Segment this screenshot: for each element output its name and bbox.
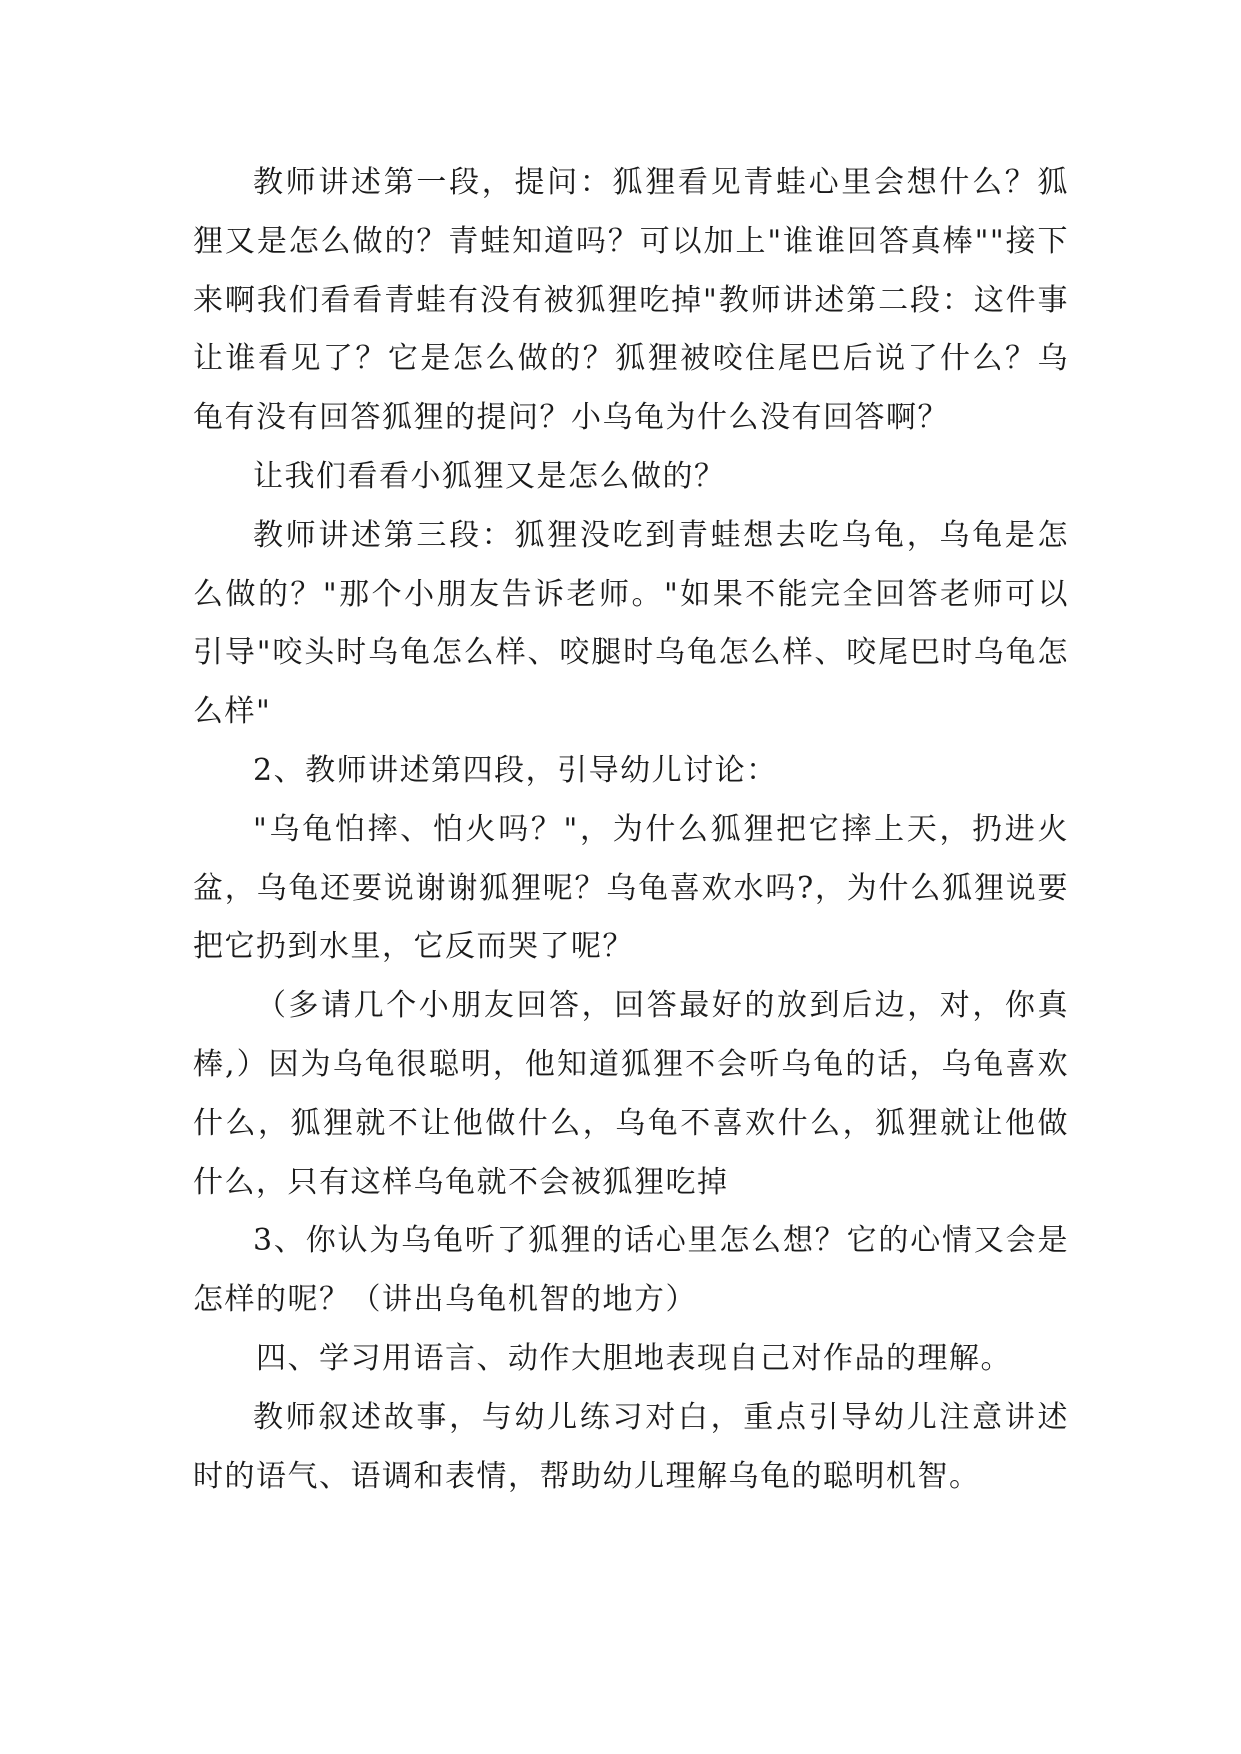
paragraph-4: 2、教师讲述第四段，引导幼儿讨论： [253, 752, 778, 788]
paragraph-8: 四、学习用语言、动作大胆地表现自己对作品的理解。 [256, 1340, 1012, 1376]
paragraph-5: "乌龟怕摔、怕火吗？"，为什么狐狸把它摔上天，扔进火盆，乌龟还要说谢谢狐狸呢？乌龟喜欢水吗?，为什么狐狸说要把它扔到水里，它反而哭了呢？ [193, 811, 1069, 965]
paragraph-6: （多请几个小朋友回答，回答最好的放到后边，对，你真棒,）因为乌龟很聪明，他知道狐狸不会听乌龟的话，乌龟喜欢什么，狐狸就不让他做什么，乌龟不喜欢什么，狐狸就让他做什么，只有这样乌龟就不会被狐狸吃掉 [193, 988, 1069, 1200]
document-body [193, 154, 1069, 1506]
paragraph-9: 教师叙述故事，与幼儿练习对白，重点引导幼儿注意讲述时的语气、语调和表情，帮助幼儿理解乌龟的聪明机智。 [193, 1399, 1069, 1494]
paragraph-2: 让我们看看小狐狸又是怎么做的？ [253, 458, 726, 494]
paragraph-3: 教师讲述第三段：狐狸没吃到青蛙想去吃乌龟，乌龟是怎么做的？"那个小朋友告诉老师。"如果不能完全回答老师可以引导"咬头时乌龟怎么样、咬腿时乌龟怎么样、咬尾巴时乌龟怎么样" [193, 517, 1069, 730]
paragraph-1: 教师讲述第一段，提问：狐狸看见青蛙心里会想什么？狐狸又是怎么做的？青蛙知道吗？可以加上"谁谁回答真棒""接下来啊我们看看青蛙有没有被狐狸吃掉"教师讲述第二段：这件事让谁看见了？它是怎么做的？狐狸被咬住尾巴后说了什么？乌龟有没有回答狐狸的提问？小乌龟为什么没有回答啊？ [193, 165, 1069, 436]
paragraph-7: 3、你认为乌龟听了狐狸的话心里怎么想？它的心情又会是怎样的呢？（讲出乌龟机智的地方） [193, 1223, 1069, 1318]
